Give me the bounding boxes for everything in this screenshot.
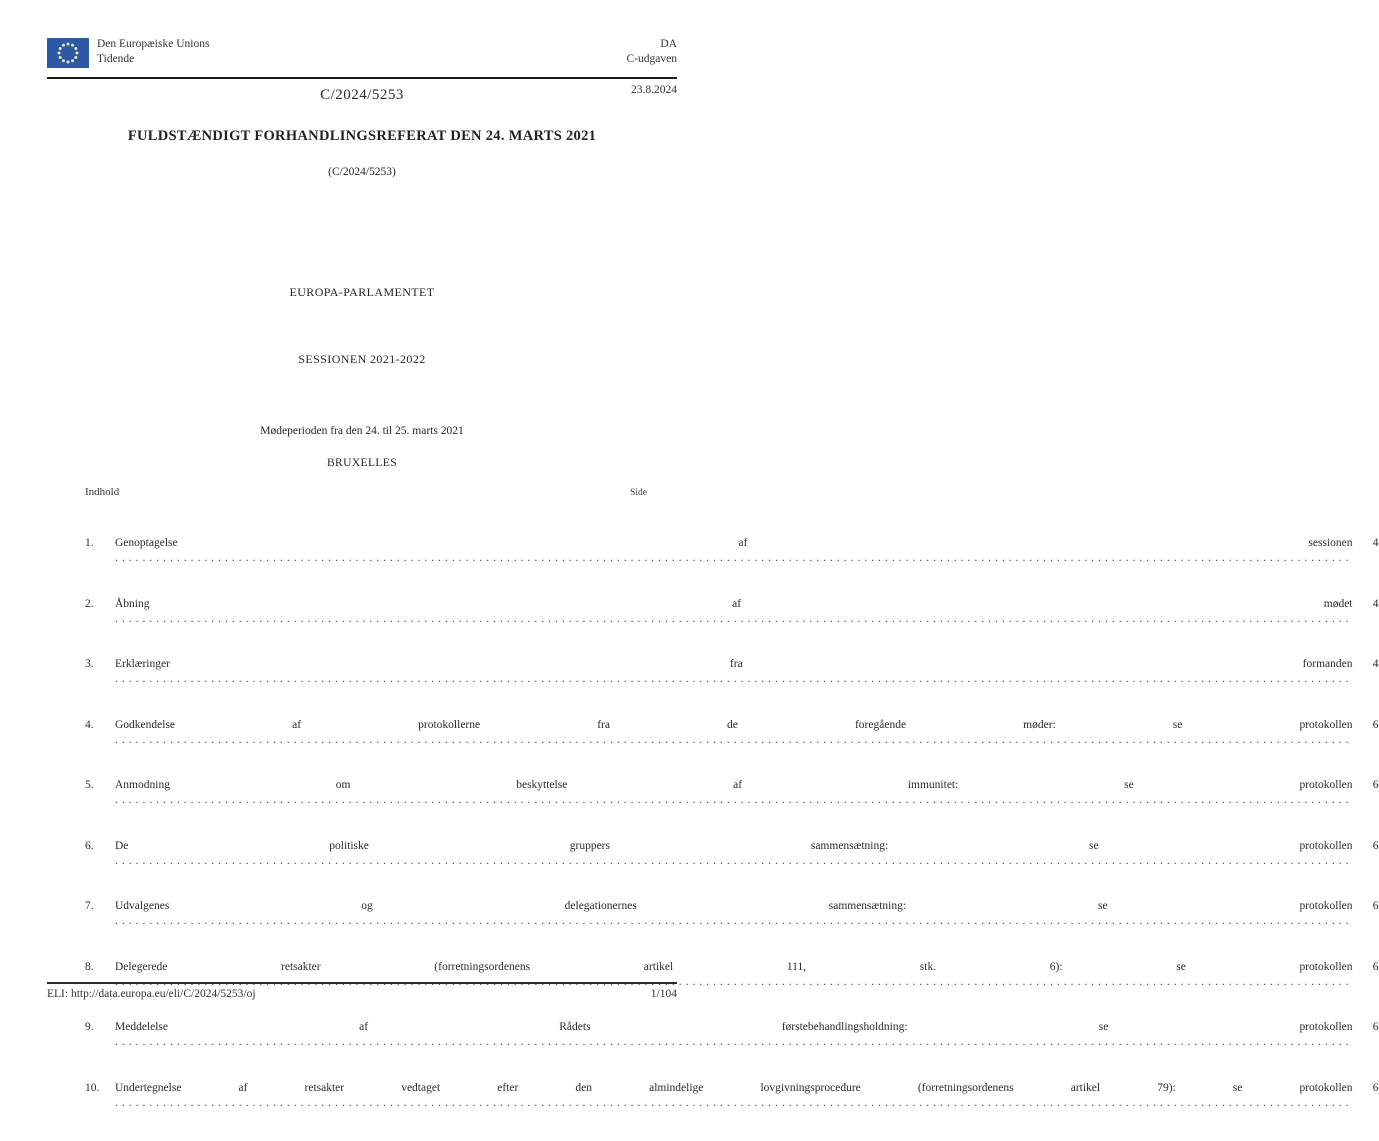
document-number: C/2024/5253 xyxy=(320,87,404,103)
toc-item-page: 6 xyxy=(1372,1021,1379,1033)
toc-item-label: Erklæringer fra formanden xyxy=(115,658,1353,670)
toc-item-label: Anmodning om beskyttelse af immunitet: se protokollen xyxy=(115,779,1353,791)
toc-item-entry xyxy=(115,597,1353,627)
toc-item-page: 6 xyxy=(1372,718,1379,731)
toc-item-page: 4 xyxy=(1372,597,1379,610)
publication-date: 23.8.2024 xyxy=(631,84,677,96)
toc-item-label: Meddelelse af Rådets førstebehandlingsholdning: se protokollen xyxy=(115,1021,1353,1033)
toc-item-number: 4. xyxy=(85,718,94,731)
toc-item-page: 6 xyxy=(1372,1081,1379,1094)
toc-item-9 xyxy=(85,1020,1379,1050)
dot-leader xyxy=(115,673,1353,685)
toc-item-entry xyxy=(115,960,1353,990)
toc-item-number: 8. xyxy=(85,960,94,973)
institution-name: EUROPA-PARLAMENTET xyxy=(289,285,435,299)
toc-item-3 xyxy=(85,657,1379,687)
toc-page-heading: Side xyxy=(630,488,647,498)
publisher-line2: Tidende xyxy=(97,53,135,65)
publisher-line1: Den Europæiske Unions xyxy=(97,38,210,50)
toc-item-page: 6 xyxy=(1372,960,1379,973)
toc-item-number: 7. xyxy=(85,900,94,912)
toc-item-number: 6. xyxy=(85,839,94,852)
dot-leader xyxy=(115,855,1353,867)
toc-item-label: Genoptagelse af sessionen xyxy=(115,537,1353,549)
toc-item-6 xyxy=(85,839,1379,869)
toc-item-number: 2. xyxy=(85,597,94,610)
toc-item-number: 1. xyxy=(85,537,94,549)
toc-item-entry xyxy=(115,718,1353,748)
sitting-period-label: Mødeperioden fra den 24. til 25. marts 2021 xyxy=(260,425,464,437)
toc-item-number: 10. xyxy=(85,1081,100,1094)
toc-item-10 xyxy=(85,1081,1379,1111)
toc-item-label: Delegerede retsakter (forretningsordenens artikel 111, stk. 6): se protokollen xyxy=(115,960,1353,973)
toc-item-1 xyxy=(85,536,1379,566)
toc-item-page: 4 xyxy=(1372,537,1379,549)
toc-item-label: Udvalgenes og delegationernes sammensætning: se protokollen xyxy=(115,900,1353,912)
page-indicator: 1/104 xyxy=(650,988,677,1000)
language-code: DA xyxy=(660,38,677,50)
toc-item-page: 6 xyxy=(1372,900,1379,912)
toc-item-entry xyxy=(115,657,1353,687)
dot-leader xyxy=(115,1097,1353,1109)
session-label: SESSIONEN 2021-2022 xyxy=(298,352,426,366)
toc-item-number: 9. xyxy=(85,1021,94,1033)
toc-item-label: Åbning af mødet xyxy=(115,597,1353,610)
toc-item-7 xyxy=(85,899,1379,929)
toc-item-page: 4 xyxy=(1372,658,1379,670)
toc-item-number: 3. xyxy=(85,658,94,670)
toc-item-2 xyxy=(85,597,1379,627)
toc-item-5 xyxy=(85,778,1379,808)
dot-leader xyxy=(115,734,1353,746)
eli-link[interactable]: ELI: http://data.europa.eu/eli/C/2024/5253/oj xyxy=(47,988,256,1000)
dot-leader xyxy=(115,794,1353,806)
toc-item-entry xyxy=(115,778,1353,808)
toc-item-entry xyxy=(115,1020,1353,1050)
toc-contents-heading: Indhold xyxy=(85,486,120,498)
toc-item-4 xyxy=(85,718,1379,748)
toc-item-entry xyxy=(115,899,1353,929)
page-footer xyxy=(47,988,677,1000)
toc-item-number: 5. xyxy=(85,779,94,791)
dot-leader xyxy=(115,613,1353,625)
toc-header xyxy=(85,486,647,498)
toc-item-label: De politiske gruppers sammensætning: se protokollen xyxy=(115,839,1353,852)
dot-leader xyxy=(115,1036,1353,1048)
toc-item-label: Undertegnelse af retsakter vedtaget efter den almindelige lovgivningsprocedure (forretningsordenens artikel 79): se protokollen xyxy=(115,1081,1353,1094)
toc-item-label: Godkendelse af protokollerne fra de foregående møder: se protokollen xyxy=(115,718,1353,731)
location-label: BRUXELLES xyxy=(326,457,398,469)
toc-item-page: 6 xyxy=(1372,779,1379,791)
document-title: FULDSTÆNDIGT FORHANDLINGSREFERAT DEN 24. MARTS 2021 xyxy=(127,128,597,144)
toc-item-entry xyxy=(115,1081,1353,1111)
toc-item-entry xyxy=(115,839,1353,869)
publisher-name xyxy=(97,37,209,67)
toc-item-8 xyxy=(85,960,1379,990)
toc-item-entry xyxy=(115,536,1353,566)
document-reference: (C/2024/5253) xyxy=(328,166,396,178)
dot-leader xyxy=(115,552,1353,564)
edition-label: C-udgaven xyxy=(626,53,677,65)
eu-flag-icon xyxy=(47,38,89,68)
language-edition-block xyxy=(627,37,677,67)
toc-item-page: 6 xyxy=(1372,839,1379,852)
dot-leader xyxy=(115,915,1353,927)
header-divider xyxy=(47,77,677,79)
footer-divider xyxy=(47,982,677,984)
